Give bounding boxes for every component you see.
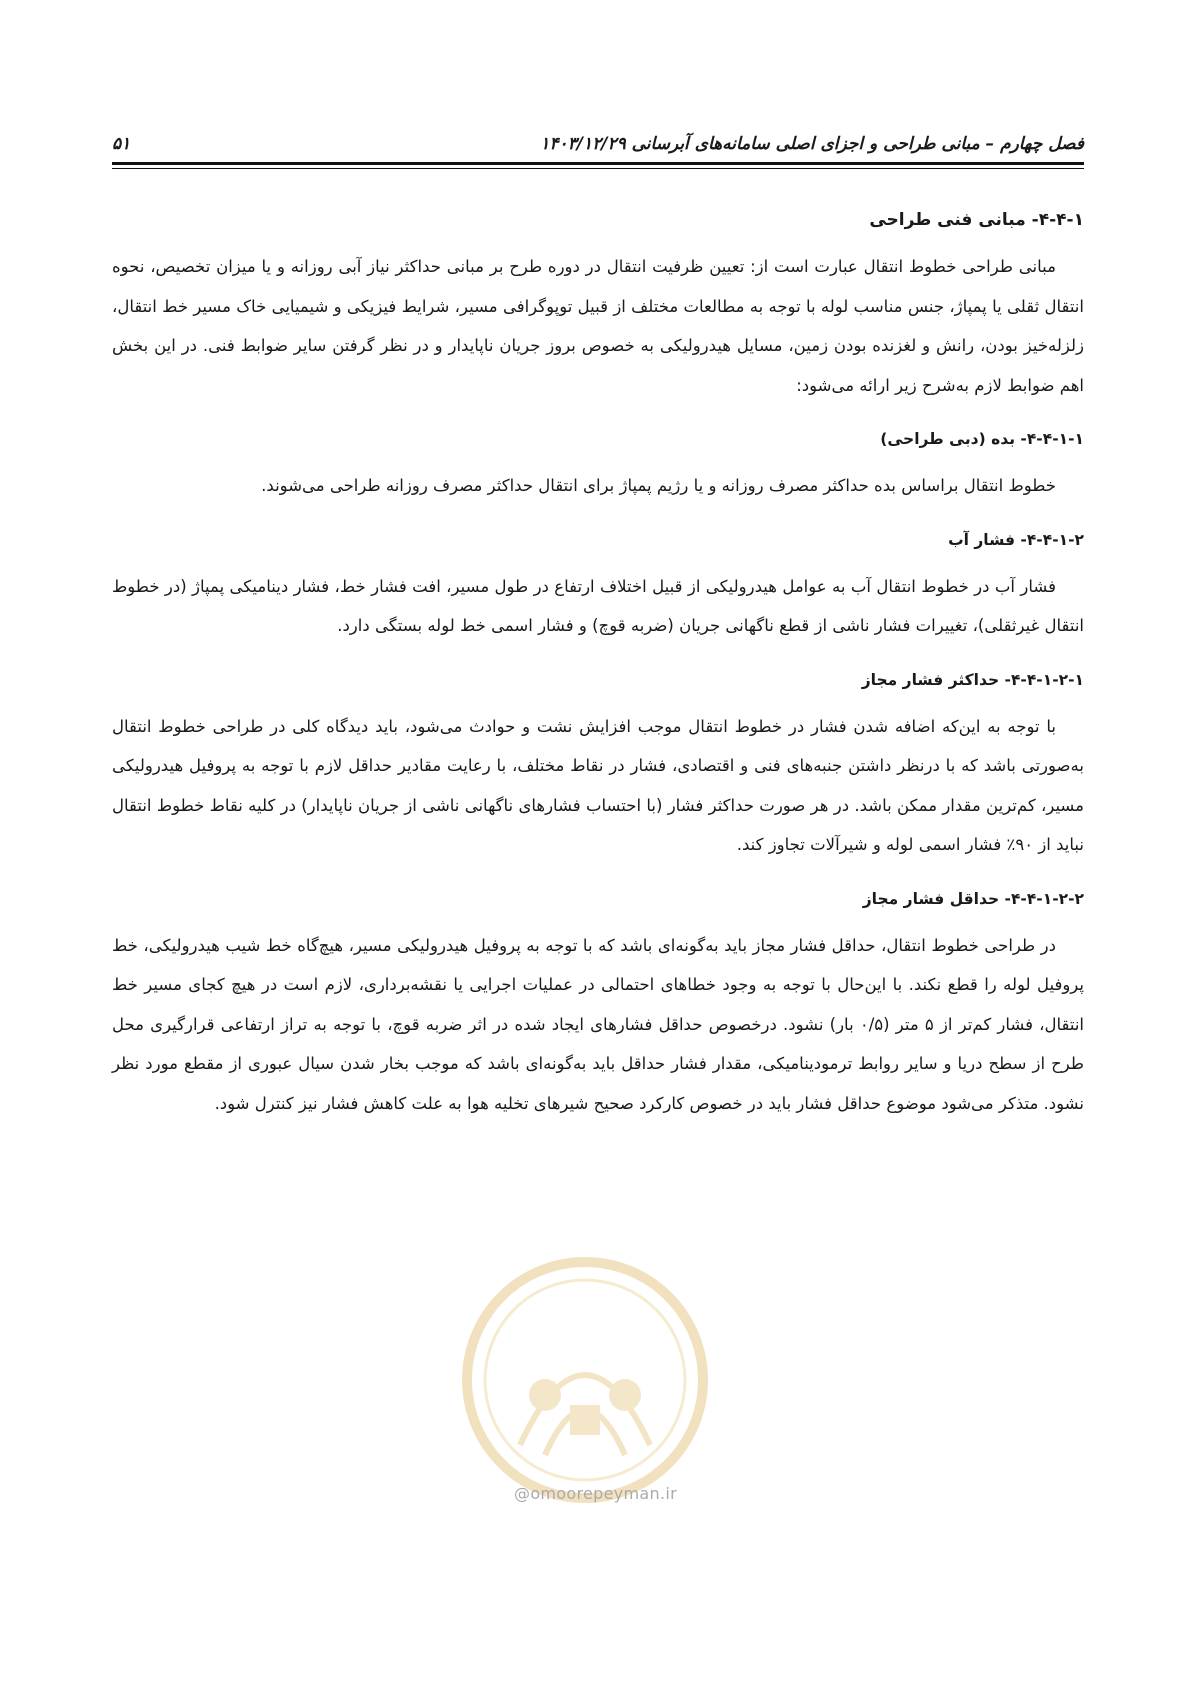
body-paragraph: در طراحی خطوط انتقال، حداقل فشار مجاز باید به‌گونه‌ای باشد که با توجه به پروفیل هیدرولیکی مسیر، هیچ‌گاه خط شیب هیدرولیکی، خط پروفیل لوله را قطع نکند. با این‌حال با توجه به وجود خطاهای احتمالی در عملیات اجرایی یا نقشه‌برداری، لازم است در هیچ کجای مسیر خط انتقال، فشار کم‌تر از ۵ متر (۰/۵ بار) نشود. درخصوص حداقل فشارهای ایجاد شده در اثر ضربه قوچ، با توجه به تراز ارتفاعی قرارگیری محل طرح از سطح دریا و سایر روابط ترمودینامیکی، مقدار فشار حداقل باید به‌گونه‌ای باشد که موجب بخار شدن سیال عبوری از مقطع مورد نظر نشود. متذکر می‌شود موضوع حداقل فشار باید در خصوص کارکرد صحیح شیرهای تخلیه هوا به علت کاهش فشار نیز کنترل شود. <box>112 935 1084 1113</box>
body-paragraph: خطوط انتقال براساس بده حداکثر مصرف روزانه و یا رژیم پمپاژ برای انتقال حداکثر مصرف روزانه طراحی می‌شوند. <box>261 476 1056 495</box>
body-paragraph: فشار آب در خطوط انتقال آب به عوامل هیدرولیکی از قبیل اختلاف ارتفاع در طول مسیر، افت فشار خط، فشار دینامیکی پمپاژ (در خطوط انتقال غیرثقلی)، تغییرات فشار ناشی از قطع ناگهانی جریان (ضربه قوچ) و فشار اسمی خط لوله بستگی دارد. <box>112 576 1084 635</box>
watermark-seal-icon <box>450 1245 720 1515</box>
page-number: ۵۱ <box>112 134 131 154</box>
header-rule-thick <box>112 162 1084 165</box>
section-heading: ۴-۴-۱-۱- بده (دبی طراحی) <box>880 430 1084 448</box>
header-rule-thin <box>112 168 1084 169</box>
section-heading: ۴-۴-۱-۲- فشار آب <box>948 530 1084 549</box>
watermark-url: @omoorepeyman.ir <box>514 1484 677 1503</box>
page-header <box>112 128 1084 168</box>
body-paragraph: با توجه به این‌که اضافه شدن فشار در خطوط انتقال موجب افزایش نشت و حوادث می‌شود، باید دیدگاه کلی در طراحی خطوط انتقال به‌صورتی باشد که با درنظر داشتن جنبه‌های فنی و اقتصادی، فشار در نقاط مختلف، با رعایت مقادیر حداقل لازم با توجه به پروفیل هیدرولیکی مسیر، کم‌ترین مقدار ممکن باشد. در هر صورت حداکثر فشار (با احتساب فشارهای ناگهانی ناشی از جریان ناپایدار) در کلیه نقاط خطوط انتقال نباید از ۹۰٪ فشار اسمی لوله و شیرآلات تجاوز کند. <box>112 716 1084 854</box>
page-content <box>112 205 1084 1142</box>
section-heading: ۴-۴-۱-۲-۱- حداکثر فشار مجاز <box>861 670 1084 689</box>
body-paragraph: مبانی طراحی خطوط انتقال عبارت است از: تعیین ظرفیت انتقال در دوره طرح بر مبانی حداکثر نیاز آبی روزانه و یا میزان تخصیص، نحوه انتقال ثقلی یا پمپاژ، جنس مناسب لوله با توجه به مطالعات مختلف از قبیل توپوگرافی مسیر، شرایط فیزیکی و شیمیایی خاک مسیر خط انتقال، زلزله‌خیز بودن، رانش و لغزنده بودن زمین، مسایل هیدرولیکی به خصوص بروز جریان ناپایدار و در نظر گرفتن سایر ضوابط فنی. در این بخش اهم ضوابط لازم به‌شرح زیر ارائه می‌شود: <box>112 257 1084 395</box>
section-heading: ۴-۴-۱- مبانی فنی طراحی <box>869 210 1084 230</box>
chapter-title: فصل چهارم – مبانی طراحی و اجزای اصلی سامانه‌های آبرسانی ۱۴۰۳/۱۲/۲۹ <box>540 134 1084 154</box>
section-heading: ۴-۴-۱-۲-۲- حداقل فشار مجاز <box>862 889 1084 908</box>
